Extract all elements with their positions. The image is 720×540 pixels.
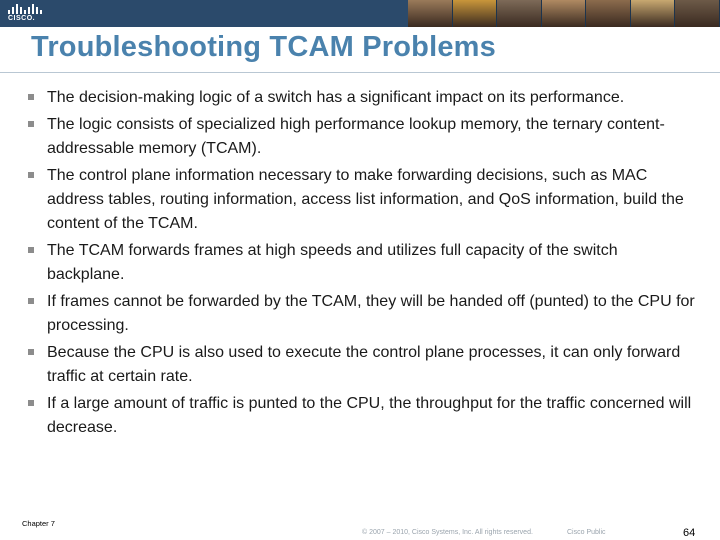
header-photo xyxy=(631,0,676,27)
cisco-bridge-icon xyxy=(8,4,42,14)
bullet-item xyxy=(28,164,698,236)
header-photo xyxy=(542,0,587,27)
bullet-text: The control plane information necessary to make forwarding decisions, such as MAC address tables, routing information, access list information, and QoS information, build the content of the TCAM. xyxy=(47,167,684,232)
bullet-square-icon xyxy=(28,400,34,406)
bullet-text: The TCAM forwards frames at high speeds and utilizes full capacity of the switch backplane. xyxy=(47,242,618,283)
bullet-item xyxy=(28,239,698,287)
header-photo xyxy=(497,0,542,27)
bullet-text: If a large amount of traffic is punted to the CPU, the throughput for the traffic concerned will decrease. xyxy=(47,395,692,436)
footer-copyright: © 2007 – 2010, Cisco Systems, Inc. All rights reserved. xyxy=(362,529,533,536)
bullet-item xyxy=(28,341,698,389)
bullet-item xyxy=(28,392,698,440)
logo-wordmark: CISCO. xyxy=(8,15,36,22)
bullet-square-icon xyxy=(28,121,34,127)
header-bar xyxy=(0,0,720,27)
bullet-item xyxy=(28,113,698,161)
title-divider xyxy=(0,72,720,73)
footer-chapter: Chapter 7 xyxy=(22,519,55,528)
bullet-square-icon xyxy=(28,298,34,304)
bullet-item xyxy=(28,86,698,110)
header-photo xyxy=(675,0,720,27)
bullet-list xyxy=(28,86,698,443)
header-photo xyxy=(408,0,453,27)
bullet-square-icon xyxy=(28,172,34,178)
bullet-text: The logic consists of specialized high performance lookup memory, the ternary content-addressable memory (TCAM). xyxy=(47,116,665,157)
header-photo-strip xyxy=(408,0,720,27)
bullet-square-icon xyxy=(28,94,34,100)
bullet-text: The decision-making logic of a switch has a significant impact on its performance. xyxy=(47,89,625,106)
bullet-square-icon xyxy=(28,349,34,355)
bullet-text: Because the CPU is also used to execute the control plane processes, it can only forward traffic at certain rate. xyxy=(47,344,681,385)
slide-title: Troubleshooting TCAM Problems xyxy=(31,31,496,63)
bullet-text: If frames cannot be forwarded by the TCAM, they will be handed off (punted) to the CPU for processing. xyxy=(47,293,695,334)
header-photo xyxy=(586,0,631,27)
header-photo xyxy=(453,0,498,27)
bullet-item xyxy=(28,290,698,338)
page-number: 64 xyxy=(683,527,696,539)
cisco-logo xyxy=(8,4,42,24)
bullet-square-icon xyxy=(28,247,34,253)
footer-classification: Cisco Public xyxy=(567,529,606,536)
